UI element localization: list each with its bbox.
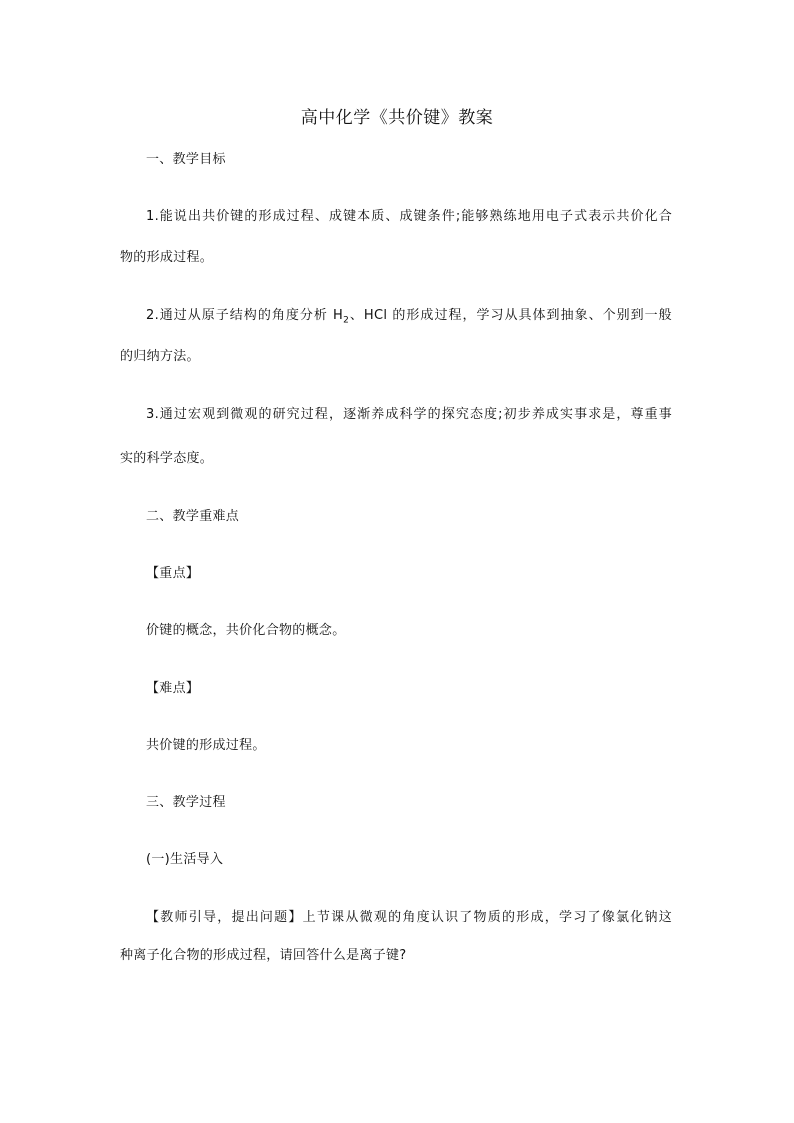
intro-line-1: 【教师引导，提出问题】上节课从微观的角度认识了物质的形成，学习了像氯化钠这 bbox=[146, 910, 672, 925]
key-point-text: 价键的概念，共价化合物的概念。 bbox=[146, 623, 346, 638]
objective-2-suffix: 、HCl 的形成过程，学习从具体到抽象、个别到一般 bbox=[349, 308, 672, 323]
objective-1-line-2: 物的形成过程。 bbox=[120, 250, 214, 265]
objective-2-prefix: 2.通过从原子结构的角度分析 H bbox=[146, 308, 344, 323]
section-heading-objectives: 一、教学目标 bbox=[146, 152, 226, 167]
h2-subscript: 2 bbox=[343, 315, 350, 326]
difficulty-label: 【难点】 bbox=[146, 681, 200, 696]
objective-2-line-2: 的归纳方法。 bbox=[120, 349, 200, 364]
subsection-heading-intro: (一)生活导入 bbox=[146, 852, 224, 867]
intro-line-2: 种离子化合物的形成过程，请回答什么是离子键? bbox=[120, 948, 407, 963]
key-point-label: 【重点】 bbox=[146, 566, 200, 581]
section-heading-key-points: 二、教学重难点 bbox=[146, 509, 240, 524]
document-title: 高中化学《共价键》教案 bbox=[300, 108, 494, 128]
objective-3-line-1: 3.通过宏观到微观的研究过程，逐渐养成科学的探究态度;初步养成实事求是，尊重事 bbox=[146, 407, 672, 422]
objective-1-line-1: 1.能说出共价键的形成过程、成键本质、成键条件;能够熟练地用电子式表示共价化合 bbox=[146, 209, 672, 224]
difficulty-text: 共价键的形成过程。 bbox=[146, 738, 266, 753]
section-heading-process: 三、教学过程 bbox=[146, 795, 226, 810]
objective-2-line-1 bbox=[146, 306, 672, 326]
objective-3-line-2: 实的科学态度。 bbox=[120, 451, 214, 466]
